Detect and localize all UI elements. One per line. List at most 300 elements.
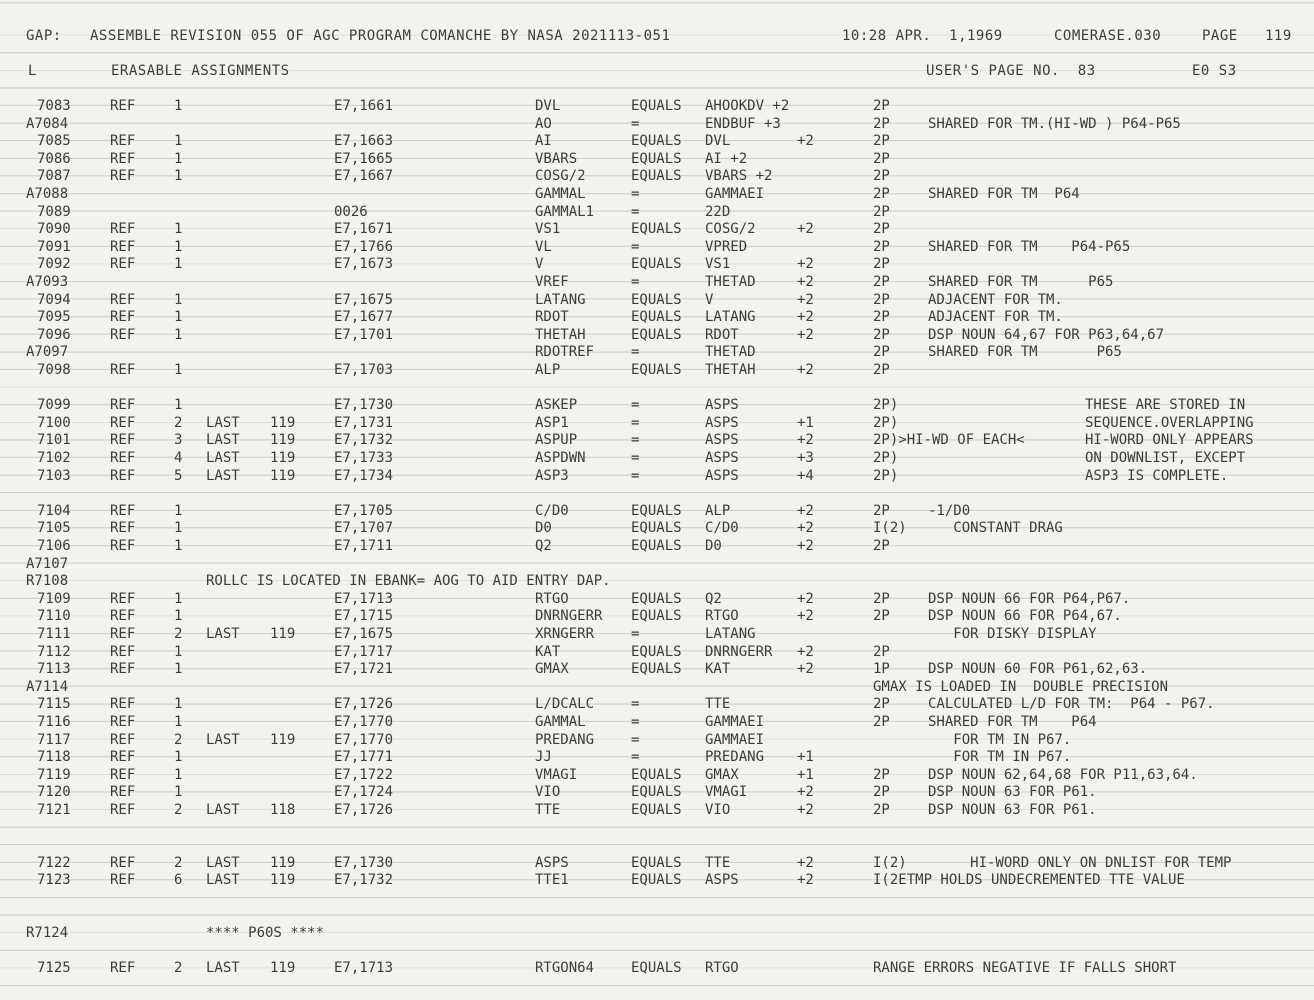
cell-ref: REF bbox=[110, 450, 136, 466]
cell-opnd: GAMMAEI bbox=[705, 731, 765, 748]
cell-addr: E7,1703 bbox=[334, 362, 394, 378]
cell-n: 2 bbox=[174, 854, 183, 871]
cell-lp: 119 bbox=[270, 450, 296, 466]
cell-n: 2 bbox=[174, 414, 183, 431]
listing-row bbox=[0, 450, 1314, 468]
cell-inc: +2 bbox=[797, 661, 814, 678]
listing-row bbox=[0, 644, 1314, 662]
cell-opnd: 22D bbox=[705, 203, 731, 220]
cell-loc: 7105 bbox=[37, 520, 71, 537]
listing-row bbox=[0, 116, 1314, 134]
cell-opnd: GMAX bbox=[705, 766, 739, 783]
cell-addr: E7,1717 bbox=[334, 643, 394, 660]
cell-inc: +2 bbox=[797, 326, 814, 343]
cell-loc: R7124 bbox=[26, 925, 69, 942]
cell-ref: REF bbox=[110, 872, 136, 889]
listing-row bbox=[0, 767, 1314, 785]
cell-typ: 2P bbox=[873, 696, 890, 713]
cell-ref: REF bbox=[110, 590, 136, 607]
cell-typ: 2P) bbox=[873, 467, 899, 484]
cell-op: EQUALS bbox=[631, 643, 682, 660]
cell-last: LAST bbox=[206, 432, 240, 449]
cell-ref: REF bbox=[110, 150, 136, 167]
cell-op: EQUALS bbox=[631, 854, 682, 871]
cell-typ: 2P bbox=[873, 714, 890, 730]
cell-last: LAST bbox=[206, 960, 240, 977]
cell-sym: RTGON64 bbox=[535, 960, 595, 977]
cell-cmt: DSP NOUN 62,64,68 FOR P11,63,64. bbox=[928, 766, 1198, 783]
cell-op: = bbox=[631, 714, 640, 730]
cell-typ: I(2) bbox=[873, 520, 907, 537]
listing-row bbox=[0, 714, 1314, 732]
cell-addr: E7,1732 bbox=[334, 872, 394, 889]
cell-ref: REF bbox=[110, 626, 136, 642]
cell-n: 1 bbox=[174, 309, 183, 326]
listing-row bbox=[0, 573, 1314, 591]
cell-loc: 7103 bbox=[37, 467, 71, 484]
cell-loc: 7101 bbox=[37, 432, 71, 449]
cell-loc: 7117 bbox=[37, 731, 71, 748]
cell-addr: E7,1721 bbox=[334, 661, 394, 678]
cell-sym: AO bbox=[535, 115, 552, 132]
cell-inc: +2 bbox=[797, 590, 814, 607]
cell-lp: 119 bbox=[270, 432, 296, 449]
cell-ref: REF bbox=[110, 221, 136, 238]
cell-last: LAST bbox=[206, 626, 240, 642]
cell-op: EQUALS bbox=[631, 538, 682, 554]
cell-inc: +2 bbox=[797, 643, 814, 660]
cell-remark: **** P60S **** bbox=[206, 925, 325, 942]
cell-loc: 7109 bbox=[37, 590, 71, 607]
cell-sym: COSG/2 bbox=[535, 168, 586, 185]
cell-addr: E7,1726 bbox=[334, 802, 394, 818]
cell-loc: 7125 bbox=[37, 960, 71, 977]
cell-opnd: RTGO bbox=[705, 608, 739, 625]
cell-op: = bbox=[631, 626, 640, 642]
cell-opnd: GAMMAEI bbox=[705, 186, 765, 202]
cell-n: 2 bbox=[174, 731, 183, 748]
cell-opnd: ASPS bbox=[705, 467, 739, 484]
cell-sym: VIO bbox=[535, 784, 561, 801]
cell-typ: 2P bbox=[873, 802, 890, 818]
cell-op: EQUALS bbox=[631, 608, 682, 625]
cell-op: EQUALS bbox=[631, 766, 682, 783]
listing-row bbox=[0, 397, 1314, 415]
cell-typ: 2P bbox=[873, 643, 890, 660]
cell-loc: 7087 bbox=[37, 168, 71, 185]
cell-op: = bbox=[631, 274, 640, 290]
cell-n: 2 bbox=[174, 960, 183, 977]
cell-addr: E7,1677 bbox=[334, 309, 394, 326]
cell-n: 1 bbox=[174, 520, 183, 537]
cell-last: LAST bbox=[206, 731, 240, 748]
cell-n: 1 bbox=[174, 590, 183, 607]
cell-last: LAST bbox=[206, 450, 240, 466]
cell-loc: 7118 bbox=[37, 749, 71, 766]
subheader-eq: E0 S3 bbox=[1192, 63, 1237, 79]
cell-op: EQUALS bbox=[631, 362, 682, 378]
listing-row bbox=[0, 292, 1314, 310]
listing-row bbox=[0, 837, 1314, 855]
listing-row bbox=[0, 608, 1314, 626]
cell-typ: 2P bbox=[873, 766, 890, 783]
cell-typ: I(2) bbox=[873, 854, 907, 871]
cell-ref: REF bbox=[110, 643, 136, 660]
listing-row bbox=[0, 274, 1314, 292]
cell-loc: 7112 bbox=[37, 643, 71, 660]
listing-row bbox=[0, 626, 1314, 644]
subheader-user-page: USER'S PAGE NO. 83 bbox=[926, 63, 1096, 79]
listing-row bbox=[0, 380, 1314, 398]
cell-cmt: FOR DISKY DISPLAY bbox=[928, 626, 1097, 642]
cell-op: EQUALS bbox=[631, 98, 682, 114]
cell-sym: VREF bbox=[535, 274, 569, 290]
cell-inc: +1 bbox=[797, 766, 814, 783]
cell-loc: 7119 bbox=[37, 766, 71, 783]
cell-op: EQUALS bbox=[631, 221, 682, 238]
cell-addr: E7,1771 bbox=[334, 749, 394, 766]
cell-opnd: ASPS bbox=[705, 872, 739, 889]
cell-ref: REF bbox=[110, 397, 136, 414]
cell-n: 1 bbox=[174, 749, 183, 766]
cell-opnd: Q2 bbox=[705, 590, 722, 607]
cell-opnd: TTE bbox=[705, 696, 731, 713]
cell-inc: +2 bbox=[797, 274, 814, 290]
cell-addr: E7,1711 bbox=[334, 538, 394, 554]
cell-op: = bbox=[631, 696, 640, 713]
cell-loc: 7091 bbox=[37, 238, 71, 255]
cell-sym: ASPS bbox=[535, 854, 569, 871]
cell-loc: 7121 bbox=[37, 802, 71, 818]
cell-op: = bbox=[631, 115, 640, 132]
cell-inc: +1 bbox=[797, 749, 814, 766]
cell-inc: +2 bbox=[797, 608, 814, 625]
header-time: 10:28 APR. 1,1969 bbox=[842, 28, 1003, 44]
cell-loc: 7106 bbox=[37, 538, 71, 554]
cell-opnd: ALP bbox=[705, 502, 731, 519]
cell-typ: 2P bbox=[873, 344, 890, 361]
cell-n: 6 bbox=[174, 872, 183, 889]
cell-loc: 7122 bbox=[37, 854, 71, 871]
cell-opnd: VS1 bbox=[705, 256, 731, 273]
cell-sym: XRNGERR bbox=[535, 626, 595, 642]
cell-opnd: VBARS +2 bbox=[705, 168, 773, 185]
cell-cmt: SHARED FOR TM P64 bbox=[928, 714, 1097, 730]
cell-cmt: DSP NOUN 66 FOR P64,67. bbox=[928, 608, 1122, 625]
cell-n: 1 bbox=[174, 643, 183, 660]
listing-row bbox=[0, 943, 1314, 961]
cell-op: EQUALS bbox=[631, 784, 682, 801]
cell-cmt: SHARED FOR TM P64 bbox=[928, 186, 1080, 202]
header-page-no: 119 bbox=[1265, 28, 1292, 44]
listing-row bbox=[0, 468, 1314, 486]
cell-op: EQUALS bbox=[631, 256, 682, 273]
cell-sym: V bbox=[535, 256, 544, 273]
cell-op: = bbox=[631, 238, 640, 255]
cell-inc: +2 bbox=[797, 256, 814, 273]
cell-addr: E7,1675 bbox=[334, 291, 394, 308]
cell-last: LAST bbox=[206, 802, 240, 818]
listing-row bbox=[0, 732, 1314, 750]
cell-op: EQUALS bbox=[631, 150, 682, 167]
cell-n: 2 bbox=[174, 626, 183, 642]
cell-ref: REF bbox=[110, 133, 136, 150]
cell-cmt: ADJACENT FOR TM. bbox=[928, 309, 1063, 326]
cell-lp: 119 bbox=[270, 872, 296, 889]
cell-sym: VBARS bbox=[535, 150, 578, 167]
cell-lp: 119 bbox=[270, 467, 296, 484]
cell-typ: 2P bbox=[873, 256, 890, 273]
cell-op: = bbox=[631, 450, 640, 466]
cell-sym: GAMMAL bbox=[535, 186, 586, 202]
listing-row bbox=[0, 415, 1314, 433]
cell-ref: REF bbox=[110, 714, 136, 730]
cell-op: = bbox=[631, 467, 640, 484]
cell-n: 1 bbox=[174, 133, 183, 150]
cell-opnd: C/D0 bbox=[705, 520, 739, 537]
listing-row bbox=[0, 538, 1314, 556]
cell-opnd: KAT bbox=[705, 661, 731, 678]
cell-addr: E7,1707 bbox=[334, 520, 394, 537]
cell-opnd: AI +2 bbox=[705, 150, 748, 167]
cell-right: HI-WORD ONLY APPEARS bbox=[1085, 432, 1254, 449]
cell-op: EQUALS bbox=[631, 520, 682, 537]
cell-ref: REF bbox=[110, 326, 136, 343]
cell-n: 1 bbox=[174, 150, 183, 167]
cell-typ: I(2ETMP HOLDS UNDECREMENTED TTE VALUE bbox=[873, 872, 1185, 889]
cell-cmt: DSP NOUN 63 FOR P61. bbox=[928, 802, 1097, 818]
cell-addr: E7,1722 bbox=[334, 766, 394, 783]
cell-op: EQUALS bbox=[631, 590, 682, 607]
cell-inc: +2 bbox=[797, 854, 814, 871]
cell-addr: E7,1730 bbox=[334, 854, 394, 871]
cell-ref: REF bbox=[110, 432, 136, 449]
listing-row bbox=[0, 855, 1314, 873]
cell-op: = bbox=[631, 397, 640, 414]
cell-addr: E7,1732 bbox=[334, 432, 394, 449]
listing-row bbox=[0, 309, 1314, 327]
cell-ref: REF bbox=[110, 98, 136, 114]
cell-op: EQUALS bbox=[631, 133, 682, 150]
cell-typ: 2P bbox=[873, 309, 890, 326]
cell-op: EQUALS bbox=[631, 802, 682, 818]
cell-opnd: RTGO bbox=[705, 960, 739, 977]
cell-addr: E7,1663 bbox=[334, 133, 394, 150]
cell-opnd: VIO bbox=[705, 802, 731, 818]
listing-row bbox=[0, 890, 1314, 908]
cell-n: 1 bbox=[174, 291, 183, 308]
cell-loc: 7089 bbox=[37, 203, 71, 220]
listing-row bbox=[0, 362, 1314, 380]
cell-last: LAST bbox=[206, 854, 240, 871]
listing-row bbox=[0, 591, 1314, 609]
cell-opnd: THETAH bbox=[705, 362, 756, 378]
cell-sym: ASP1 bbox=[535, 414, 569, 431]
listing-row bbox=[0, 485, 1314, 503]
cell-ref: REF bbox=[110, 414, 136, 431]
cell-n: 1 bbox=[174, 766, 183, 783]
cell-n: 2 bbox=[174, 802, 183, 818]
cell-addr: E7,1724 bbox=[334, 784, 394, 801]
cell-op: = bbox=[631, 432, 640, 449]
cell-inc: +2 bbox=[797, 291, 814, 308]
cell-op: EQUALS bbox=[631, 661, 682, 678]
cell-addr: E7,1770 bbox=[334, 731, 394, 748]
cell-addr: E7,1733 bbox=[334, 450, 394, 466]
cell-ref: REF bbox=[110, 502, 136, 519]
cell-sym: GAMMAL bbox=[535, 714, 586, 730]
cell-cmt: DSP NOUN 64,67 FOR P63,64,67 bbox=[928, 326, 1165, 343]
cell-cmt: FOR TM IN P67. bbox=[928, 749, 1072, 766]
cell-remark: ROLLC IS LOCATED IN EBANK= AOG TO AID ENTRY DAP. bbox=[206, 573, 611, 590]
cell-addr: E7,1731 bbox=[334, 414, 394, 431]
cell-sym: ASPUP bbox=[535, 432, 578, 449]
cell-opnd: DNRNGERR bbox=[705, 643, 773, 660]
cell-op: EQUALS bbox=[631, 168, 682, 185]
subheader-section: ERASABLE ASSIGNMENTS bbox=[111, 63, 290, 79]
cell-opnd: LATANG bbox=[705, 309, 756, 326]
cell-sym: ASKEP bbox=[535, 397, 578, 414]
cell-inc: +2 bbox=[797, 538, 814, 554]
cell-ref: REF bbox=[110, 467, 136, 484]
cell-sym: DNRNGERR bbox=[535, 608, 603, 625]
listing-row bbox=[0, 784, 1314, 802]
listing-row bbox=[0, 98, 1314, 116]
cell-sym: RTGO bbox=[535, 590, 569, 607]
cell-typ: 2P bbox=[873, 608, 890, 625]
cell-addr: E7,1705 bbox=[334, 502, 394, 519]
cell-loc: 7120 bbox=[37, 784, 71, 801]
cell-addr: E7,1766 bbox=[334, 238, 394, 255]
cell-loc: 7113 bbox=[37, 661, 71, 678]
cell-opnd: GAMMAEI bbox=[705, 714, 765, 730]
cell-inc: +2 bbox=[797, 309, 814, 326]
cell-opnd: COSG/2 bbox=[705, 221, 756, 238]
cell-sym: RDOTREF bbox=[535, 344, 595, 361]
cell-cmt: SHARED FOR TM.(HI-WD ) P64-P65 bbox=[928, 115, 1181, 132]
cell-op: = bbox=[631, 203, 640, 220]
cell-lp: 119 bbox=[270, 854, 296, 871]
cell-op: = bbox=[631, 186, 640, 202]
listing-row bbox=[0, 503, 1314, 521]
cell-loc: A7114 bbox=[26, 678, 69, 695]
cell-sym: ALP bbox=[535, 362, 561, 378]
cell-loc: 7095 bbox=[37, 309, 71, 326]
cell-op: EQUALS bbox=[631, 502, 682, 519]
listing-row bbox=[0, 256, 1314, 274]
cell-opnd: THETAD bbox=[705, 344, 756, 361]
cell-sym: GAMMAL1 bbox=[535, 203, 595, 220]
cell-typ: 2P bbox=[873, 221, 890, 238]
cell-loc: A7107 bbox=[26, 555, 69, 572]
header-assemble: ASSEMBLE REVISION 055 OF AGC PROGRAM COMANCHE BY NASA 2021113-051 bbox=[90, 28, 671, 44]
cell-loc: 7115 bbox=[37, 696, 71, 713]
cell-cmt: SHARED FOR TM P64-P65 bbox=[928, 238, 1131, 255]
cell-opnd: DVL bbox=[705, 133, 731, 150]
cell-opnd: ASPS bbox=[705, 397, 739, 414]
cell-addr: 0026 bbox=[334, 203, 368, 220]
cell-sym: C/D0 bbox=[535, 502, 569, 519]
cell-typ: 2P bbox=[873, 168, 890, 185]
header-erase: COMERASE.030 bbox=[1054, 28, 1162, 44]
cell-loc: 7111 bbox=[37, 626, 71, 642]
cell-addr: E7,1665 bbox=[334, 150, 394, 167]
cell-n: 1 bbox=[174, 661, 183, 678]
cell-opnd: ASPS bbox=[705, 432, 739, 449]
cell-cmt: FOR TM IN P67. bbox=[928, 731, 1072, 748]
cell-typ: 2P bbox=[873, 326, 890, 343]
cell-sym: ASP3 bbox=[535, 467, 569, 484]
cell-loc: 7085 bbox=[37, 133, 71, 150]
cell-cmt: ADJACENT FOR TM. bbox=[928, 291, 1063, 308]
cell-loc: 7123 bbox=[37, 872, 71, 889]
cell-op: = bbox=[631, 749, 640, 766]
cell-addr: E7,1726 bbox=[334, 696, 394, 713]
cell-op: EQUALS bbox=[631, 872, 682, 889]
cell-sym: ASPDWN bbox=[535, 450, 586, 466]
cell-right: SEQUENCE.OVERLAPPING bbox=[1085, 414, 1254, 431]
cell-sym: RDOT bbox=[535, 309, 569, 326]
listing-row bbox=[0, 204, 1314, 222]
cell-typ: 2P bbox=[873, 274, 890, 290]
cell-right: ON DOWNLIST, EXCEPT bbox=[1085, 450, 1246, 466]
cell-loc: 7086 bbox=[37, 150, 71, 167]
cell-typ: GMAX IS LOADED IN DOUBLE PRECISION bbox=[873, 678, 1169, 695]
cell-sym: DVL bbox=[535, 98, 561, 114]
cell-inc: +1 bbox=[797, 414, 814, 431]
cell-sym: LATANG bbox=[535, 291, 586, 308]
cell-typ: RANGE ERRORS NEGATIVE IF FALLS SHORT bbox=[873, 960, 1177, 977]
cell-sym: VL bbox=[535, 238, 552, 255]
cell-n: 1 bbox=[174, 168, 183, 185]
cell-n: 1 bbox=[174, 326, 183, 343]
cell-cmt: CALCULATED L/D FOR TM: P64 - P67. bbox=[928, 696, 1215, 713]
cell-lp: 118 bbox=[270, 802, 296, 818]
cell-loc: 7094 bbox=[37, 291, 71, 308]
cell-ref: REF bbox=[110, 256, 136, 273]
cell-typ: 1P bbox=[873, 661, 890, 678]
cell-ref: REF bbox=[110, 766, 136, 783]
subheader-l: L bbox=[28, 63, 37, 79]
cell-opnd: V bbox=[705, 291, 714, 308]
cell-n: 1 bbox=[174, 238, 183, 255]
cell-opnd: D0 bbox=[705, 538, 722, 554]
cell-sym: PREDANG bbox=[535, 731, 595, 748]
cell-lp: 119 bbox=[270, 731, 296, 748]
listing-row bbox=[0, 133, 1314, 151]
cell-cmt: DSP NOUN 60 FOR P61,62,63. bbox=[928, 661, 1148, 678]
cell-ref: REF bbox=[110, 520, 136, 537]
header-page-label: PAGE bbox=[1202, 28, 1238, 44]
cell-typ: 2P bbox=[873, 238, 890, 255]
cell-sym: VMAGI bbox=[535, 766, 578, 783]
cell-op: = bbox=[631, 414, 640, 431]
cell-typ: 2P bbox=[873, 186, 890, 202]
listing-row bbox=[0, 520, 1314, 538]
cell-ref: REF bbox=[110, 238, 136, 255]
cell-addr: E7,1673 bbox=[334, 256, 394, 273]
cell-n: 1 bbox=[174, 502, 183, 519]
listing-row bbox=[0, 925, 1314, 943]
cell-addr: E7,1667 bbox=[334, 168, 394, 185]
cell-addr: E7,1671 bbox=[334, 221, 394, 238]
cell-ref: REF bbox=[110, 608, 136, 625]
cell-loc: A7093 bbox=[26, 274, 69, 290]
cell-ref: REF bbox=[110, 291, 136, 308]
cell-typ: 2P bbox=[873, 98, 890, 114]
cell-ref: REF bbox=[110, 168, 136, 185]
cell-op: EQUALS bbox=[631, 309, 682, 326]
